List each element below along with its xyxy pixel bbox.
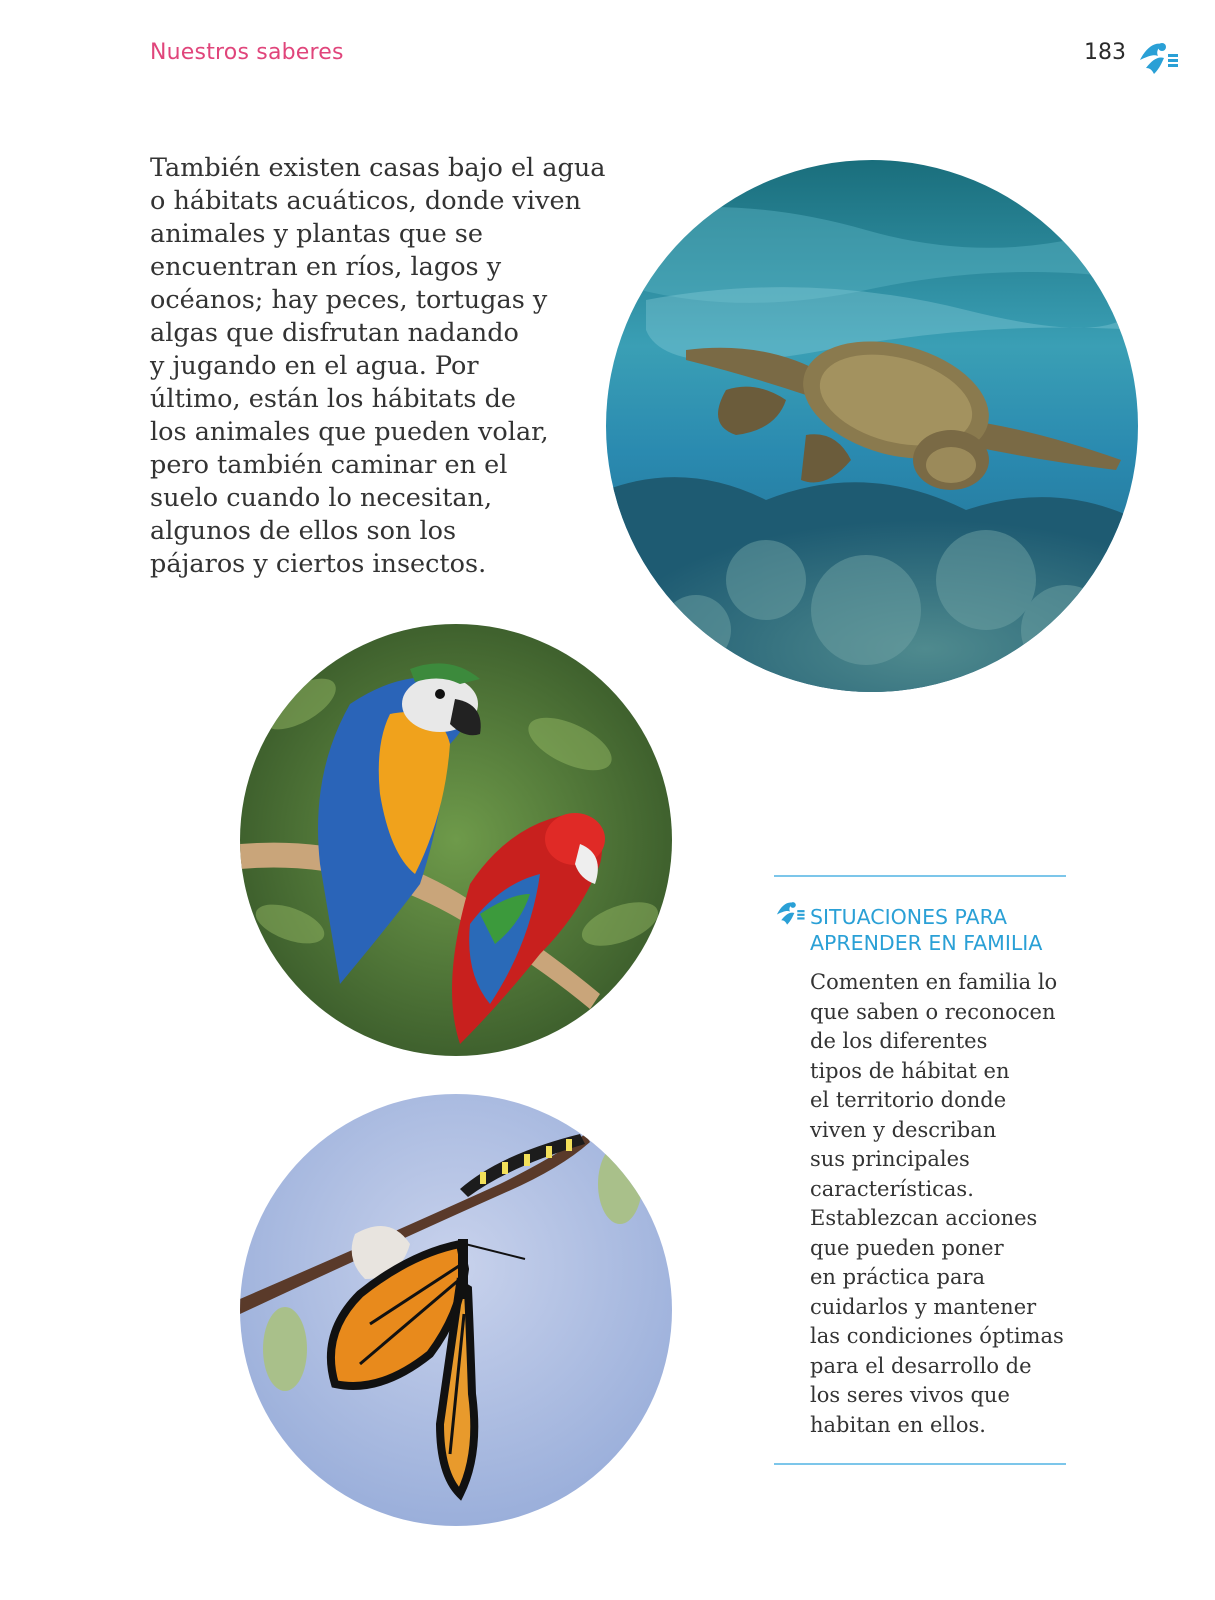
page-number: 183 <box>1084 40 1126 65</box>
box-text-line: los seres vivos que <box>810 1383 1010 1407</box>
box-text-line: Comenten en familia lo <box>810 970 1058 994</box>
paragraph-line: o hábitats acuáticos, donde viven <box>150 186 581 216</box>
box-text-line: Establezcan acciones <box>810 1206 1038 1230</box>
box-text-line: en práctica para <box>810 1265 986 1289</box>
box-bottom-rule <box>774 1463 1066 1465</box>
paragraph-line: algunos de ellos son los <box>150 516 457 546</box>
box-text-line: tipos de hábitat en <box>810 1058 1010 1083</box>
box-text-line: características. <box>810 1176 974 1201</box>
paragraph-line: animales y plantas que se <box>150 219 483 249</box>
paragraph-line: pero también caminar en el <box>150 450 508 480</box>
box-text <box>810 968 1080 1440</box>
box-top-rule <box>774 875 1066 877</box>
box-text-line: cuidarlos y mantener <box>810 1294 1037 1319</box>
box-heading-line: APRENDER EN FAMILIA <box>810 931 1043 955</box>
box-text-line: que pueden poner <box>810 1235 1004 1260</box>
box-text-line: para el desarrollo de <box>810 1353 1032 1378</box>
monarch-butterfly-photo <box>240 1094 672 1526</box>
section-title: Nuestros saberes <box>150 40 344 65</box>
paragraph-line: océanos; hay peces, tortugas y <box>150 285 548 315</box>
paragraph-line: los animales que pueden volar, <box>150 417 549 447</box>
paragraph-line: suelo cuando lo necesitan, <box>150 483 493 513</box>
paragraph-line: encuentran en ríos, lagos y <box>150 252 502 282</box>
paragraph-line: algas que disfrutan nadando <box>150 318 519 348</box>
hands-family-icon <box>1136 38 1180 78</box>
box-text-line: que saben o reconocen <box>810 999 1056 1024</box>
box-text-line: sus principales <box>810 1147 970 1171</box>
main-paragraph <box>150 152 606 581</box>
paragraph-line: y jugando en el agua. Por <box>150 351 479 381</box>
box-text-line: las condiciones óptimas <box>810 1324 1064 1348</box>
box-text-line: habitan en ellos. <box>810 1412 986 1437</box>
box-text-line: el territorio donde <box>810 1088 1007 1112</box>
sea-turtle-photo <box>606 160 1138 692</box>
box-heading-line: SITUACIONES PARA <box>810 905 1008 929</box>
box-text-line: viven y describan <box>810 1117 997 1142</box>
hands-family-icon <box>774 898 806 928</box>
box-text-line: de los diferentes <box>810 1029 988 1053</box>
paragraph-line: último, están los hábitats de <box>150 384 516 414</box>
paragraph-line: pájaros y ciertos insectos. <box>150 549 487 579</box>
box-heading <box>810 904 1042 956</box>
paragraph-line: También existen casas bajo el agua <box>150 153 606 183</box>
macaws-photo <box>240 624 672 1056</box>
